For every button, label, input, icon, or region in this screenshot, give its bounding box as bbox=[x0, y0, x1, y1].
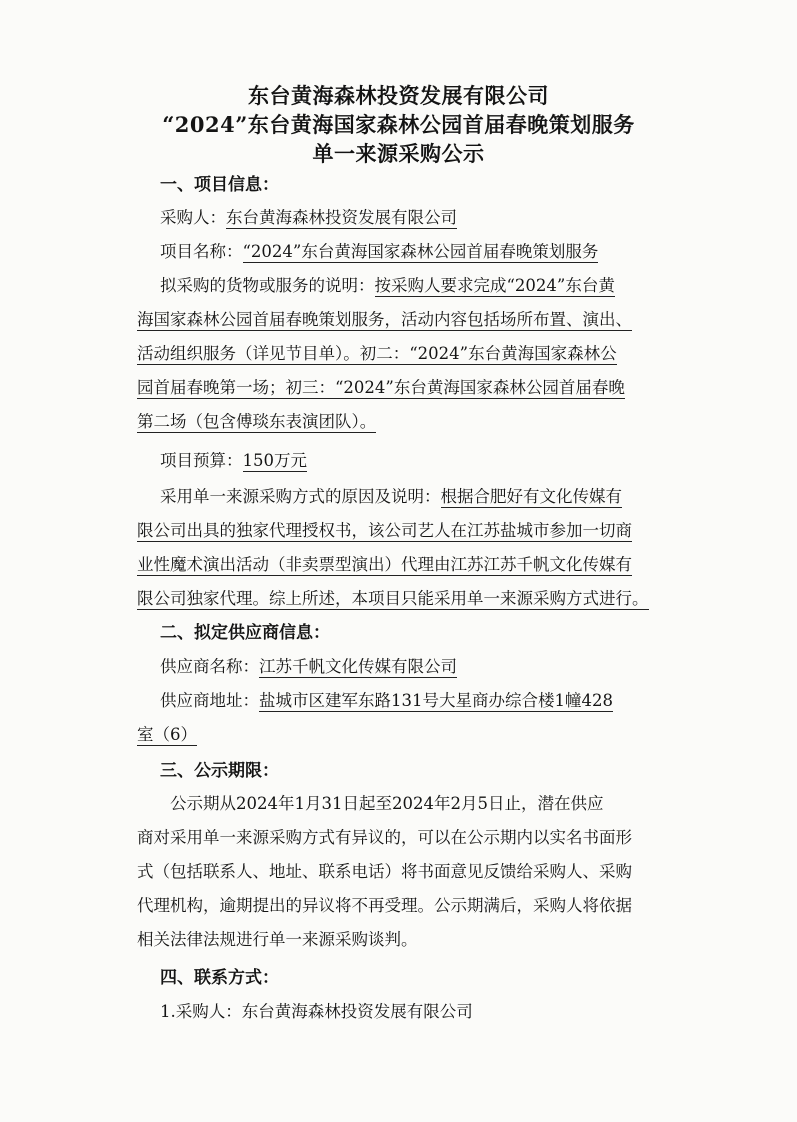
reason-line-3-row bbox=[137, 553, 632, 577]
desc-line-4: 园首届春晚第一场；初三：“2024”东台黄海国家森林公园首届春晚 bbox=[137, 378, 625, 397]
supplier-name-value: 江苏千帆文化传媒有限公司 bbox=[259, 657, 457, 676]
supplier-name-row bbox=[160, 655, 457, 679]
reason-line-4: 限公司独家代理。综上所述，本项目只能采用单一来源采购方式进行。 bbox=[137, 589, 649, 608]
section2-heading: 二、拟定供应商信息： bbox=[160, 623, 330, 643]
project-row bbox=[160, 240, 598, 264]
period-line-2: 商对采用单一来源采购方式有异议的，可以在公示期内以实名书面形 bbox=[137, 828, 632, 847]
project-label: 项目名称： bbox=[160, 242, 243, 261]
section1-heading: 一、项目信息： bbox=[160, 175, 279, 195]
desc-label: 拟采购的货物或服务的说明： bbox=[160, 276, 375, 295]
reason-line-2-row bbox=[137, 519, 632, 543]
period-line-5: 相关法律法规进行单一来源采购谈判。 bbox=[137, 930, 418, 949]
desc-line-3: 活动组织服务（详见节目单）。初二：“2024”东台黄海国家森林公 bbox=[137, 344, 617, 363]
period-line-4: 代理机构，逾期提出的异议将不再受理。公示期满后，采购人将依据 bbox=[137, 896, 632, 915]
period-line-1: 公示期从2024年1月31日起至2024年2月5日止，潜在供应 bbox=[170, 794, 604, 813]
supplier-addr-label: 供应商地址： bbox=[160, 691, 259, 710]
desc-line-2-row bbox=[137, 308, 632, 332]
purchaser-row bbox=[160, 206, 457, 230]
reason-line-3: 业性魔术演出活动（非卖票型演出）代理由江苏江苏千帆文化传媒有 bbox=[137, 555, 632, 574]
supplier-addr-line-1: 盐城市区建军东路131号大星商办综合楼1幢428 bbox=[259, 691, 613, 710]
desc-line-2: 海国家森林公园首届春晚策划服务，活动内容包括场所布置、演出、 bbox=[137, 310, 632, 329]
section4-heading: 四、联系方式： bbox=[160, 968, 279, 988]
desc-line-5-row bbox=[137, 410, 376, 434]
budget-value: 150万元 bbox=[242, 451, 307, 470]
supplier-name-label: 供应商名称： bbox=[160, 657, 259, 676]
supplier-addr-line-2: 室（6） bbox=[137, 725, 197, 744]
budget-label: 项目预算： bbox=[160, 451, 243, 470]
contact-purchaser: 1.采购人：东台黄海森林投资发展有限公司 bbox=[160, 1002, 473, 1021]
project-title: “2024”东台黄海国家森林公园首届春晚策划服务 bbox=[162, 112, 635, 137]
desc-line-5: 第二场（包含傅琰东表演团队）。 bbox=[137, 412, 377, 431]
section3-heading: 三、公示期限： bbox=[160, 761, 279, 781]
supplier-addr-line-2-row bbox=[137, 723, 197, 747]
budget-row bbox=[160, 449, 307, 473]
reason-label: 采用单一来源采购方式的原因及说明： bbox=[160, 487, 441, 506]
notice-title: 单一来源采购公示 bbox=[312, 141, 485, 166]
supplier-addr-row bbox=[160, 689, 613, 713]
project-value: “2024”东台黄海国家森林公园首届春晚策划服务 bbox=[242, 242, 599, 261]
reason-line-4-row bbox=[137, 587, 649, 611]
desc-row bbox=[160, 274, 615, 298]
period-line-3: 式（包括联系人、地址、联系电话）将书面意见反馈给采购人、采购 bbox=[137, 862, 632, 881]
reason-line-1: 根据合肥好有文化传媒有 bbox=[440, 487, 622, 506]
desc-line-1: 按采购人要求完成“2024”东台黄 bbox=[374, 276, 615, 295]
reason-row bbox=[160, 485, 622, 509]
desc-line-3-row bbox=[137, 342, 617, 366]
purchaser-value: 东台黄海森林投资发展有限公司 bbox=[226, 208, 457, 227]
org-title: 东台黄海森林投资发展有限公司 bbox=[248, 83, 549, 108]
desc-line-4-row bbox=[137, 376, 625, 400]
reason-line-2: 限公司出具的独家代理授权书，该公司艺人在江苏盐城市参加一切商 bbox=[137, 521, 632, 540]
purchaser-label: 采购人： bbox=[160, 208, 226, 227]
